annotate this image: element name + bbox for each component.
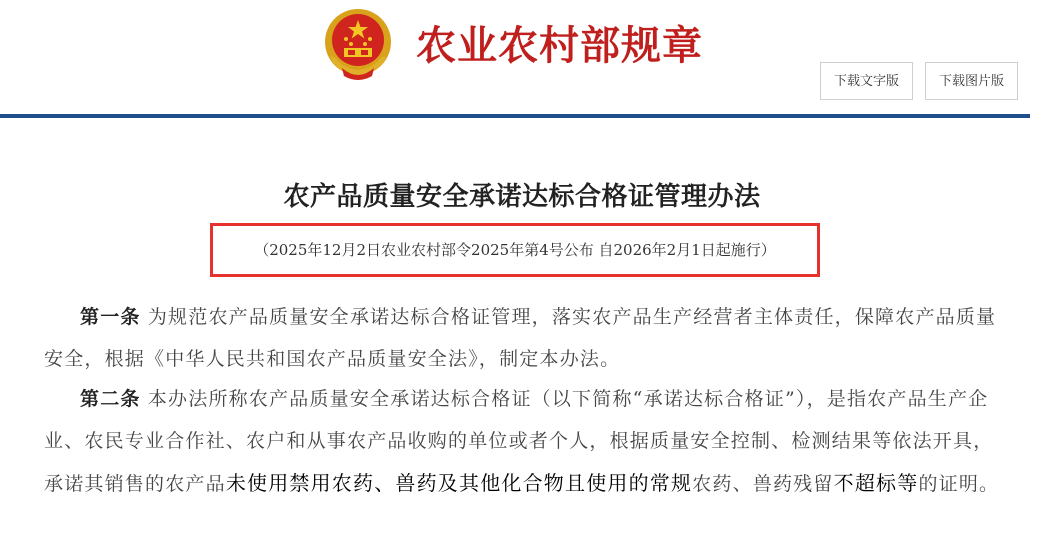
article-1 [44, 296, 1004, 380]
document-title: 农产品质量安全承诺达标合格证管理办法 [283, 182, 761, 212]
article-2 [44, 378, 1004, 505]
article-text: 的证明。 [918, 473, 1000, 495]
decree-highlight-box [210, 223, 820, 277]
article-text: 本办法所称农产品质量安全承诺达标合格证（以下简称“承诺达标合格证”），是指农产品生产企业、农民专业合作社、农户和从事农产品收购的单位或者个人，根据质量安全控制、检测结果等依法开具，承诺其销售的农产品 [44, 388, 994, 495]
site-title: 农业农村部规章 [416, 22, 703, 69]
emphasized-text: 不超标等 [833, 471, 919, 495]
national-emblem-icon [322, 6, 394, 82]
header-divider [0, 114, 1030, 118]
article-heading: 第二条 [80, 388, 141, 410]
site-header [0, 0, 1044, 120]
article-text: 为规范农产品质量安全承诺达标合格证管理，落实农产品生产经营者主体责任，保障农产品质量安全，根据《中华人民共和国农产品质量安全法》，制定本办法。 [44, 306, 997, 370]
article-text: 农药、兽药残留 [692, 473, 834, 495]
download-text-version-button[interactable]: 下载文字版 [820, 62, 913, 100]
article-heading: 第一条 [80, 306, 141, 328]
emphasized-text: 未使用禁用农药、兽药及其他化合物且使用的常规 [225, 471, 693, 495]
decree-line: （2025年12月2日农业农村部令2025年第4号公布 自2026年2月1日起施行） [254, 241, 776, 259]
download-image-version-button[interactable]: 下载图片版 [925, 62, 1018, 100]
